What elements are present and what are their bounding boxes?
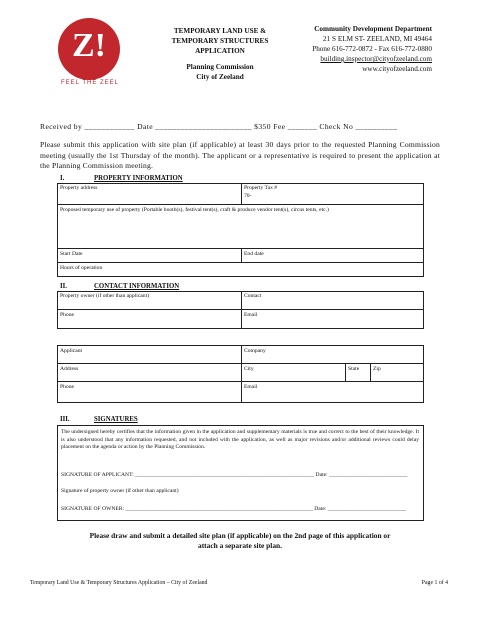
department-phone: Phone 616-772-0872 - Fax 616-772-0880 xyxy=(312,45,432,53)
field-label: Address xyxy=(60,366,79,372)
start-date-field[interactable] xyxy=(58,249,242,263)
address-field[interactable] xyxy=(58,364,242,382)
field-label: Phone xyxy=(60,312,74,318)
subtitle-line: Planning Commission xyxy=(186,63,254,71)
section-number: II. xyxy=(60,283,67,290)
footer-page-number: Page 1 of 4 xyxy=(421,580,448,586)
field-label: Email xyxy=(244,384,258,390)
field-label: Phone xyxy=(60,384,74,390)
property-info-box xyxy=(57,183,424,277)
field-label: Email xyxy=(244,312,258,318)
applicant-field[interactable] xyxy=(58,346,242,364)
section-number: I. xyxy=(60,175,65,182)
site-plan-instruction xyxy=(60,531,420,551)
certification-text: The undersigned hereby certifies that the information given in the application and supplementary materials is true and correct to the best of their knowledge. It is also understood that any information requested, and not included with the application, as well as major revisions and/or additional reviews could delay placement on the agenda or action by the Planning Commission. xyxy=(61,429,419,451)
department-address: 21 S ELM ST- ZEELAND, MI 49464 xyxy=(323,35,432,43)
field-label: Company xyxy=(244,348,266,354)
end-date-field[interactable] xyxy=(242,249,423,263)
property-owner-field[interactable] xyxy=(58,292,242,310)
department-info xyxy=(280,24,432,74)
logo-mark: Z! xyxy=(72,27,106,64)
field-label: Applicant xyxy=(60,348,83,354)
owner-phone-field[interactable] xyxy=(58,310,242,328)
closing-line: attach a separate site plan. xyxy=(198,541,282,550)
signatures-box xyxy=(57,425,424,521)
department-website: www.cityofzeeland.com xyxy=(362,65,432,73)
title-line: TEMPORARY LAND USE & xyxy=(173,27,267,35)
closing-line: Please draw and submit a detailed site plan (if applicable) on the 2nd page of this application or xyxy=(89,531,391,540)
property-tax-prefix: 70- xyxy=(244,193,252,199)
section-title: PROPERTY INFORMATION xyxy=(94,175,183,182)
field-label: Contact xyxy=(244,293,262,299)
owner-email-field[interactable] xyxy=(242,310,423,328)
field-label: Property owner (if other than applicant) xyxy=(60,293,150,299)
owner-contact-box xyxy=(57,291,424,329)
city-field[interactable] xyxy=(242,364,346,382)
field-label: End date xyxy=(244,251,264,257)
property-tax-field[interactable] xyxy=(242,184,423,205)
office-use-line: Received by ____________ Date _______________________ $350 Fee _______ Check No __________ xyxy=(40,122,398,131)
applicant-email-field[interactable] xyxy=(242,382,423,402)
contact-field[interactable] xyxy=(242,292,423,310)
form-title xyxy=(160,26,280,56)
subtitle-line: City of Zeeland xyxy=(196,73,244,81)
logo-tagline: FEEL THE ZEEL xyxy=(60,80,119,86)
title-line: APPLICATION xyxy=(195,47,245,55)
form-subtitle xyxy=(160,62,280,82)
department-email-link[interactable]: building.inspector@cityofzeeland.com xyxy=(320,55,432,63)
state-field[interactable] xyxy=(346,364,371,382)
footer-title: Temporary Land Use & Temporary Structures Application – City of Zeeland xyxy=(30,580,208,586)
applicant-signature-line[interactable]: SIGNATURE OF APPLICANT: ________________________________________________________________ Date: ____________________________ xyxy=(61,472,408,478)
section-number: III. xyxy=(60,416,70,423)
owner-signature-line[interactable]: SIGNATURE OF OWNER: ___________________________________________________________________ Date: ____________________________ xyxy=(61,506,407,512)
applicant-phone-field[interactable] xyxy=(58,382,242,402)
field-label: State xyxy=(348,366,360,372)
zip-field[interactable] xyxy=(371,364,423,382)
proposed-use-field[interactable] xyxy=(58,205,423,249)
hours-of-operation-field[interactable] xyxy=(58,263,423,276)
department-name: Community Development Department xyxy=(314,25,432,33)
instructions-paragraph: Please submit this application with site plan (if applicable) at least 30 days prior to the requested Planning Commission meeting (usually the 1st Thursday of the month). The applicant or a representative is required to present the application at the Planning Commission meeting. xyxy=(40,140,440,170)
city-logo xyxy=(58,18,120,80)
field-label: Property address xyxy=(60,185,98,191)
applicant-box xyxy=(57,345,424,403)
section-contact-heading xyxy=(60,283,179,290)
section-title: SIGNATURES xyxy=(94,416,138,423)
section-title: CONTACT INFORMATION xyxy=(94,283,180,290)
field-label: City xyxy=(244,366,254,372)
section-property-heading xyxy=(60,175,183,182)
field-label: Property Tax # xyxy=(244,185,278,191)
field-label: Start Date xyxy=(60,251,83,257)
title-line: TEMPORARY STRUCTURES xyxy=(171,37,269,45)
section-signatures-heading xyxy=(60,416,138,423)
company-field[interactable] xyxy=(242,346,423,364)
field-label: Zip xyxy=(373,366,381,372)
property-address-field[interactable] xyxy=(58,184,242,205)
field-label: Hours of operation xyxy=(60,265,103,271)
owner-signature-note: Signature of property owner (if other than applicant) xyxy=(61,488,179,494)
field-label: Proposed temporary use of property (Portable booth(s), festival tent(s), craft & produce vendor tent(s), circus tents, etc.) xyxy=(60,207,329,213)
